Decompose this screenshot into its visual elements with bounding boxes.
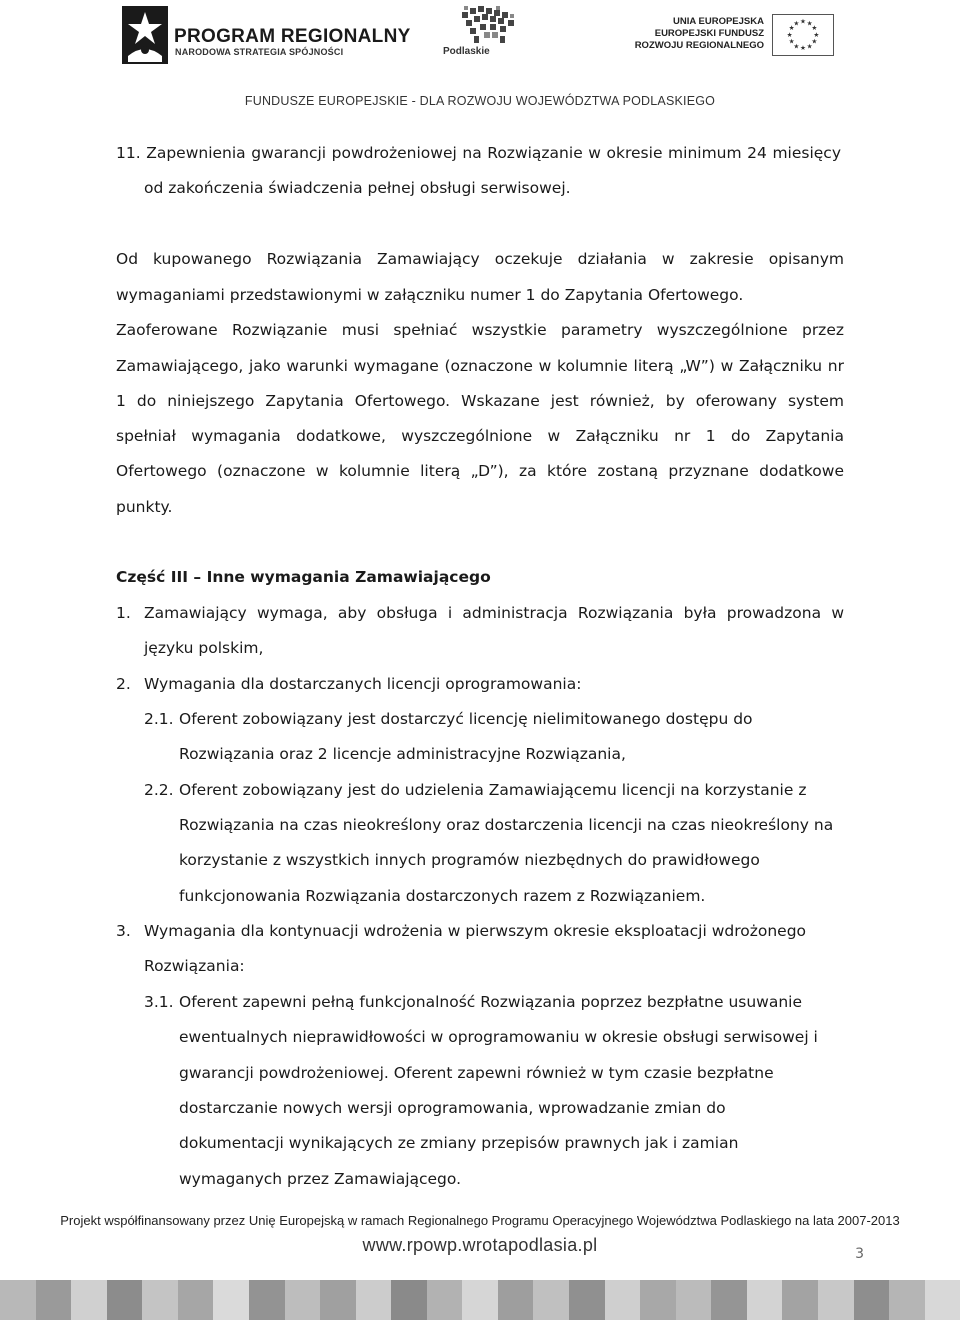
program-subtitle: NARODOWA STRATEGIA SPÓJNOŚCI — [175, 47, 344, 57]
svg-text:★: ★ — [793, 42, 800, 51]
item-1-line-1: Zamawiający wymaga, aby obsługa i administracja Rozwiązania była prowadzona w — [144, 604, 844, 622]
program-regionalny-star-icon — [122, 6, 168, 64]
item-2-2-line-3: korzystanie z wszystkich innych programów niezbędnych do prawidłowego — [179, 851, 760, 869]
item-2-1-line-2: Rozwiązania oraz 2 licencje administracyjne Rozwiązania, — [179, 745, 626, 763]
item-2-number: 2. — [116, 675, 131, 693]
svg-text:★: ★ — [806, 19, 813, 28]
item-3-1-line-5: dokumentacji wynikających ze zmiany przepisów prawnych jak i zamian — [179, 1134, 739, 1152]
item-1-line-2: języku polskim, — [144, 639, 264, 657]
svg-text:★: ★ — [786, 30, 793, 39]
item-11-line-2: od zakończenia świadczenia pełnej obsługi serwisowej. — [144, 179, 571, 197]
section-heading: Część III – Inne wymagania Zamawiającego — [116, 568, 491, 586]
item-2-2-line-2: Rozwiązania na czas nieokreślony oraz dostarczenia licencji na czas nieokreślony na — [179, 816, 834, 834]
podlaskie-logo — [440, 4, 520, 62]
eu-text — [635, 16, 764, 52]
eu-logo — [634, 14, 834, 56]
item-2-line-1: Wymagania dla dostarczanych licencji oprogramowania: — [144, 675, 582, 693]
eu-flag-icon — [772, 14, 834, 56]
header-tagline: FUNDUSZE EUROPEJSKIE - DLA ROZWOJU WOJEWÓDZTWA PODLASKIEGO — [244, 94, 716, 108]
program-regionalny-logo — [122, 6, 411, 66]
para-2-line-5: Ofertowego (oznaczone w kolumnie literą „D”), za które zostaną przyznane dodatkowe — [116, 462, 844, 480]
item-2-1-number: 2.1. — [144, 710, 174, 728]
para-2-line-2: Zamawiającego, jako warunki wymagane (oznaczone w kolumnie literą „W”) w Załączniku nr — [116, 357, 844, 375]
svg-text:★: ★ — [800, 44, 806, 53]
footer-url: www.rpowp.wrotapodlasia.pl — [362, 1235, 598, 1255]
svg-text:★: ★ — [811, 37, 818, 46]
eu-line-2: EUROPEJSKI FUNDUSZ — [654, 28, 764, 39]
svg-text:★: ★ — [800, 17, 806, 26]
item-3-1-line-6: wymaganych przez Zamawiającego. — [179, 1170, 462, 1188]
item-3-line-1: Wymagania dla kontynuacji wdrożenia w pierwszym okresie eksploatacji wdrożonego — [144, 922, 807, 940]
para-2-line-1: Zaoferowane Rozwiązanie musi spełniać wszystkie parametry wyszczególnione przez — [116, 321, 844, 339]
item-2-2-line-4: funkcjonowania Rozwiązania dostarczonych razem z Rozwiązaniem. — [179, 887, 706, 905]
svg-text:★: ★ — [788, 37, 795, 46]
footer-note: Projekt współfinansowany przez Unię Europejską w ramach Regionalnego Programu Operacyjnego Województwa Podlaskiego na lata 2007-2013 — [60, 1213, 900, 1228]
item-11-line-1: 11. Zapewnienia gwarancji powdrożeniowej na Rozwiązanie w okresie minimum 24 miesięcy — [116, 144, 841, 162]
item-1-number: 1. — [116, 604, 131, 622]
para-2-line-3: 1 do niniejszego Zapytania Ofertowego. Wskazane jest również, by oferowany system — [116, 392, 844, 410]
eu-line-3: ROZWOJU REGIONALNEGO — [634, 40, 764, 51]
region-label: Podlaskie — [443, 46, 490, 57]
svg-text:★: ★ — [793, 19, 800, 28]
para-1-line-1: Od kupowanego Rozwiązania Zamawiający oczekuje działania w zakresie opisanym — [116, 250, 844, 268]
item-2-2-line-1: Oferent zobowiązany jest do udzielenia Zamawiającemu licencji na korzystanie z — [179, 781, 807, 799]
footer-stripe — [0, 1280, 960, 1320]
bison-icon — [460, 6, 518, 44]
item-3-1-number: 3.1. — [144, 993, 174, 1011]
page-number: 3 — [855, 1246, 864, 1262]
item-3-1-line-3: gwarancji powdrożeniowej. Oferent zapewni również w tym czasie bezpłatne — [179, 1064, 774, 1082]
item-3-1-line-2: ewentualnych nieprawidłowości w oprogramowaniu w okresie obsługi serwisowej i — [179, 1028, 818, 1046]
eu-line-1: UNIA EUROPEJSKA — [673, 16, 764, 27]
svg-text:★: ★ — [811, 24, 818, 33]
para-2-line-6: punkty. — [116, 498, 173, 516]
program-title: PROGRAM REGIONALNY — [174, 26, 411, 47]
item-2-2-number: 2.2. — [144, 781, 174, 799]
item-3-number: 3. — [116, 922, 131, 940]
para-2-line-4: spełniał wymagania dodatkowe, wyszczególnione w Załączniku nr 1 do Zapytania — [116, 427, 844, 445]
item-3-line-2: Rozwiązania: — [144, 957, 245, 975]
item-3-1-line-1: Oferent zapewni pełną funkcjonalność Rozwiązania poprzez bezpłatne usuwanie — [179, 993, 803, 1011]
svg-text:★: ★ — [813, 30, 820, 39]
item-2-1-line-1: Oferent zobowiązany jest dostarczyć licencję nielimitowanego dostępu do — [179, 710, 753, 728]
svg-text:★: ★ — [788, 24, 795, 33]
svg-text:★: ★ — [806, 42, 813, 51]
item-3-1-line-4: dostarczanie nowych wersji oprogramowania, wprowadzanie zmian do — [179, 1099, 726, 1117]
para-1-line-2: wymaganiami przedstawionymi w załączniku numer 1 do Zapytania Ofertowego. — [116, 286, 744, 304]
